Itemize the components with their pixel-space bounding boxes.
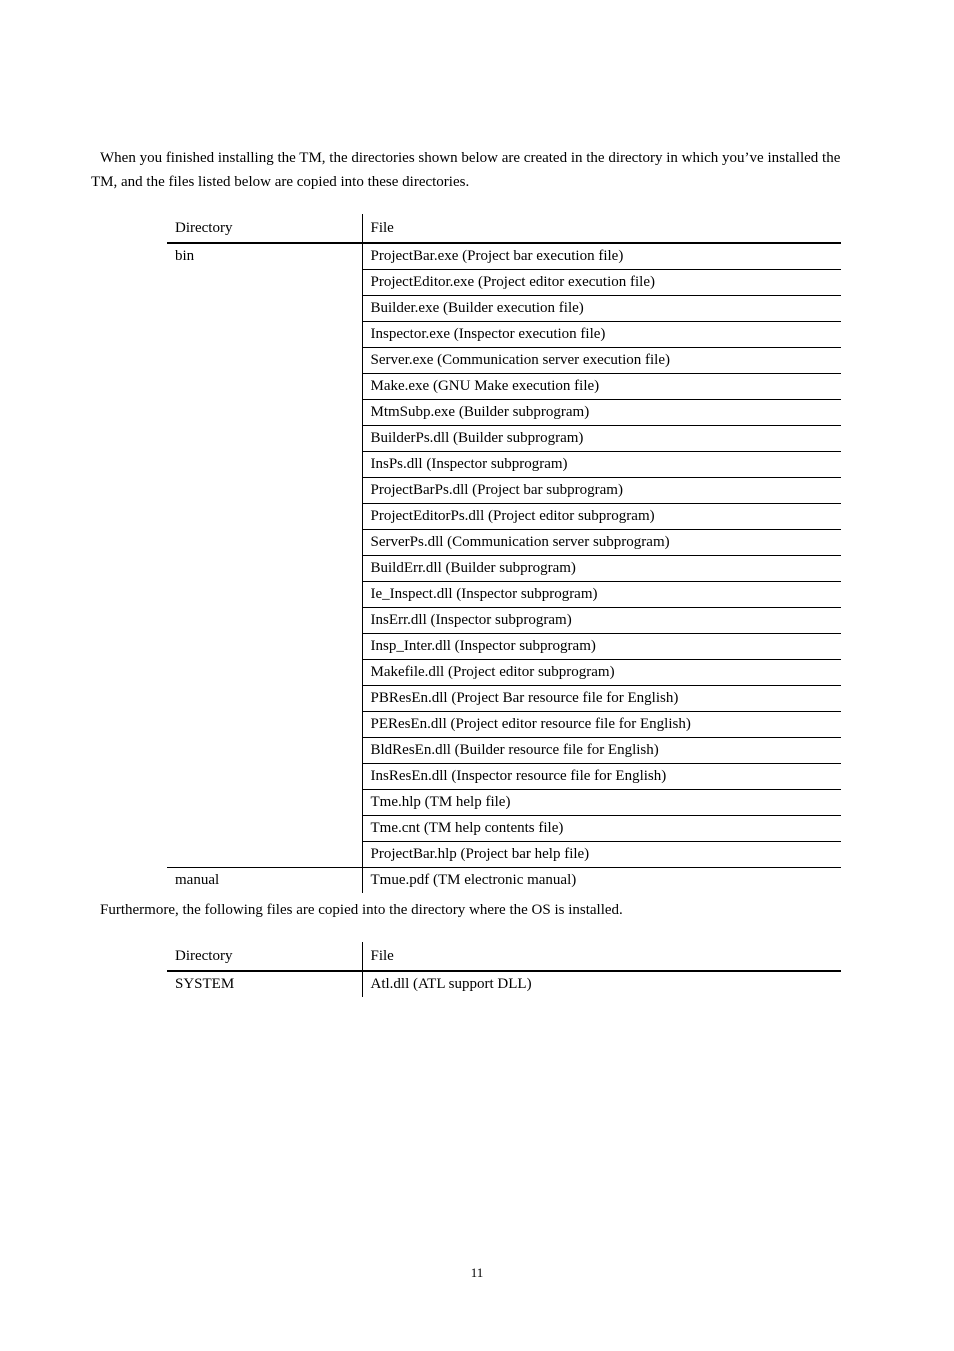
intro-paragraph: When you finished installing the TM, the directories shown below are created in the directory in which you’ve installed the TM, and the files listed below are copied into these directories. (91, 150, 841, 190)
file-cell: Make.exe (GNU Make execution file) (362, 374, 841, 400)
table-header-row (167, 942, 841, 971)
file-cell: Tmue.pdf (TM electronic manual) (370, 872, 577, 888)
file-cell: PBResEn.dll (Project Bar resource file for English) (362, 686, 841, 712)
file-cell: Insp_Inter.dll (Inspector subprogram) (362, 634, 841, 660)
table-row (167, 243, 841, 270)
directory-column-header: Directory (167, 942, 362, 971)
file-cell: Inspector.exe (Inspector execution file) (362, 322, 841, 348)
file-cell: InsResEn.dll (Inspector resource file for English) (362, 764, 841, 790)
installed-files-table-body (167, 243, 841, 893)
file-cell: ProjectBar.exe (Project bar execution file) (362, 243, 841, 270)
file-cell: PEResEn.dll (Project editor resource file for English) (362, 712, 841, 738)
file-cell: Ie_Inspect.dll (Inspector subprogram) (362, 582, 841, 608)
file-cell: InsPs.dll (Inspector subprogram) (362, 452, 841, 478)
file-cell: Makefile.dll (Project editor subprogram) (362, 660, 841, 686)
file-cell: ServerPs.dll (Communication server subprogram) (362, 530, 841, 556)
os-files-table-body (167, 971, 841, 997)
directory-cell: manual (167, 868, 362, 894)
directory-cell: bin (167, 243, 362, 868)
file-cell: InsErr.dll (Inspector subprogram) (362, 608, 841, 634)
directory-column-header: Directory (167, 214, 362, 243)
os-files-table (167, 942, 841, 997)
file-cell: ProjectBarPs.dll (Project bar subprogram) (362, 478, 841, 504)
page-number: 11 (470, 1265, 484, 1280)
file-cell: MtmSubp.exe (Builder subprogram) (362, 400, 841, 426)
file-cell: ProjectBar.hlp (Project bar help file) (362, 842, 841, 868)
file-cell: Tme.hlp (TM help file) (362, 790, 841, 816)
table-row (167, 971, 841, 997)
file-cell: Tme.cnt (TM help contents file) (362, 816, 841, 842)
table-header-row (167, 214, 841, 243)
file-cell: ProjectEditorPs.dll (Project editor subprogram) (362, 504, 841, 530)
table-row (167, 868, 841, 894)
os-files-paragraph: Furthermore, the following files are copied into the directory where the OS is installed. (100, 902, 623, 918)
file-cell: Server.exe (Communication server execution file) (362, 348, 841, 374)
file-cell: BuilderPs.dll (Builder subprogram) (362, 426, 841, 452)
directory-cell: SYSTEM (167, 971, 362, 997)
file-column-header: File (362, 942, 841, 971)
file-cell: Builder.exe (Builder execution file) (362, 296, 841, 322)
file-cell: BldResEn.dll (Builder resource file for English) (362, 738, 841, 764)
installed-files-table (167, 214, 841, 893)
file-cell: BuildErr.dll (Builder subprogram) (362, 556, 841, 582)
file-cell: ProjectEditor.exe (Project editor execution file) (362, 270, 841, 296)
file-cell: Atl.dll (ATL support DLL) (370, 976, 532, 992)
file-column-header: File (362, 214, 841, 243)
